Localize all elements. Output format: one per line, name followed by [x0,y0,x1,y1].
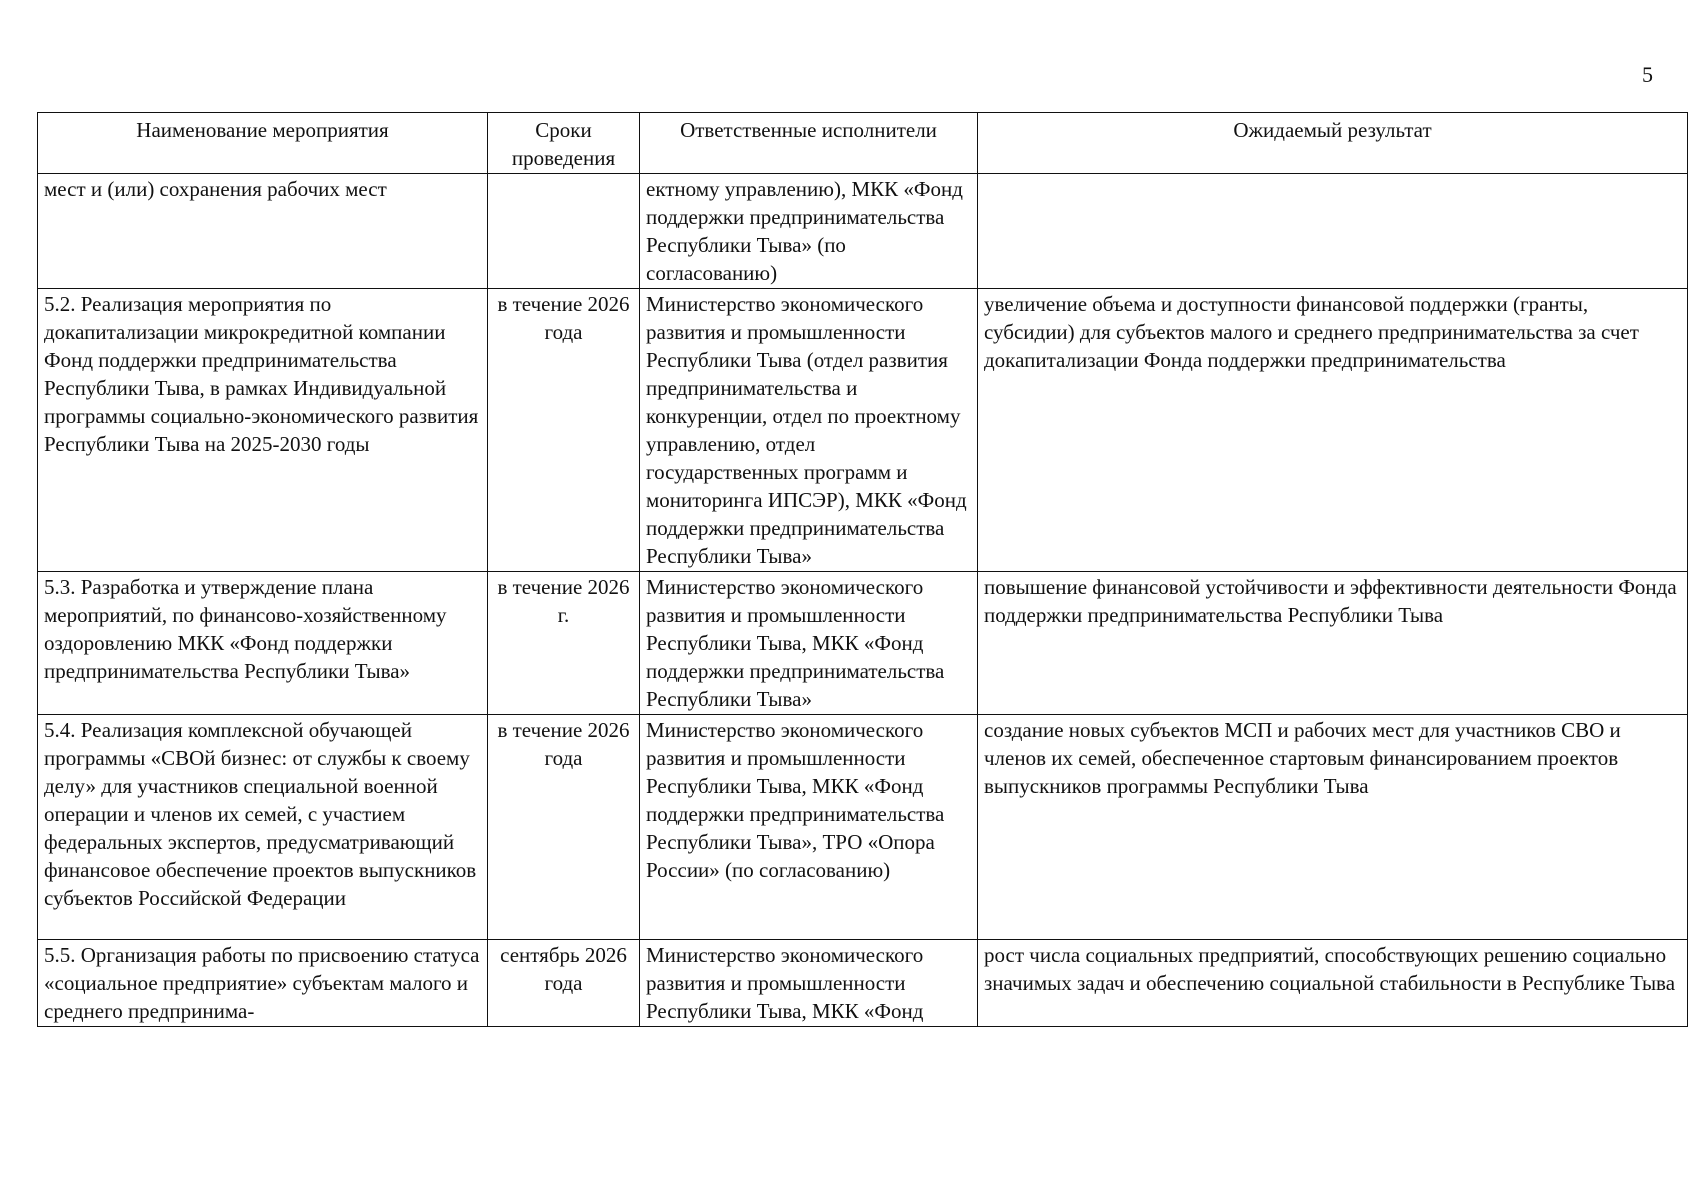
cell-dates: в течение 2026 г. [488,572,640,715]
cell-executors: Министерство экономического развития и промышленности Республики Тыва (отдел развития предпринимательства и конкуренции, отдел по проектному управлению, отдел государственных программ и мониторинга ИПСЭР), МКК «Фонд поддержки предпринимательства Республики Тыва» [640,289,978,572]
table-header-row [38,113,1688,174]
cell-executors: Министерство экономического развития и промышленности Республики Тыва, МКК «Фонд [640,940,978,1027]
cell-activity: 5.3. Разработка и утверждение плана мероприятий, по финансово-хозяйственному оздоровлению МКК «Фонд поддержки предпринимательства Республики Тыва» [38,572,488,715]
header-result: Ожидаемый результат [978,113,1688,174]
cell-dates: в течение 2026 года [488,715,640,940]
cell-executors: Министерство экономического развития и промышленности Республики Тыва, МКК «Фонд поддержки предпринимательства Республики Тыва», ТРО «Опора России» (по согласованию) [640,715,978,940]
table-row [38,940,1688,1027]
cell-activity: 5.2. Реализация мероприятия по докапитализации микрокредитной компании Фонд поддержки предпринимательства Республики Тыва, в рамках Индивидуальной программы социально-экономического развития Республики Тыва на 2025-2030 годы [38,289,488,572]
cell-activity: 5.4. Реализация комплексной обучающей программы «СВОй бизнес: от службы к своему делу» для участников специальной военной операции и членов их семей, с участием федеральных экспертов, предусматривающий финансовое обеспечение проектов выпускников субъектов Российской Федерации [38,715,488,940]
activities-table [37,112,1688,1027]
cell-activity: 5.5. Организация работы по присвоению статуса «социальное предприятие» субъектам малого и среднего предпринима- [38,940,488,1027]
table-row [38,572,1688,715]
header-dates: Сроки проведения [488,113,640,174]
cell-dates: сентябрь 2026 года [488,940,640,1027]
cell-result: рост числа социальных предприятий, способствующих решению социально значимых задач и обеспечению социальной стабильности в Республике Тыва [978,940,1688,1027]
header-executors: Ответственные исполнители [640,113,978,174]
cell-executors: ектному управлению), МКК «Фонд поддержки предпринимательства Республики Тыва» (по согласованию) [640,174,978,289]
cell-activity: мест и (или) сохранения рабочих мест [38,174,488,289]
cell-result: повышение финансовой устойчивости и эффективности деятельности Фонда поддержки предпринимательства Республики Тыва [978,572,1688,715]
cell-executors: Министерство экономического развития и промышленности Республики Тыва, МКК «Фонд поддержки предпринимательства Республики Тыва» [640,572,978,715]
cell-dates: в течение 2026 года [488,289,640,572]
cell-dates [488,174,640,289]
cell-result: увеличение объема и доступности финансовой поддержки (гранты, субсидии) для субъектов малого и среднего предпринимательства за счет докапитализации Фонда поддержки предпринимательства [978,289,1688,572]
table-row [38,289,1688,572]
page-number: 5 [1642,62,1653,87]
cell-result [978,174,1688,289]
table-row [38,715,1688,940]
table-row [38,174,1688,289]
header-activity: Наименование мероприятия [38,113,488,174]
cell-result: создание новых субъектов МСП и рабочих мест для участников СВО и членов их семей, обеспеченное стартовым финансированием проектов выпускников программы Республики Тыва [978,715,1688,940]
